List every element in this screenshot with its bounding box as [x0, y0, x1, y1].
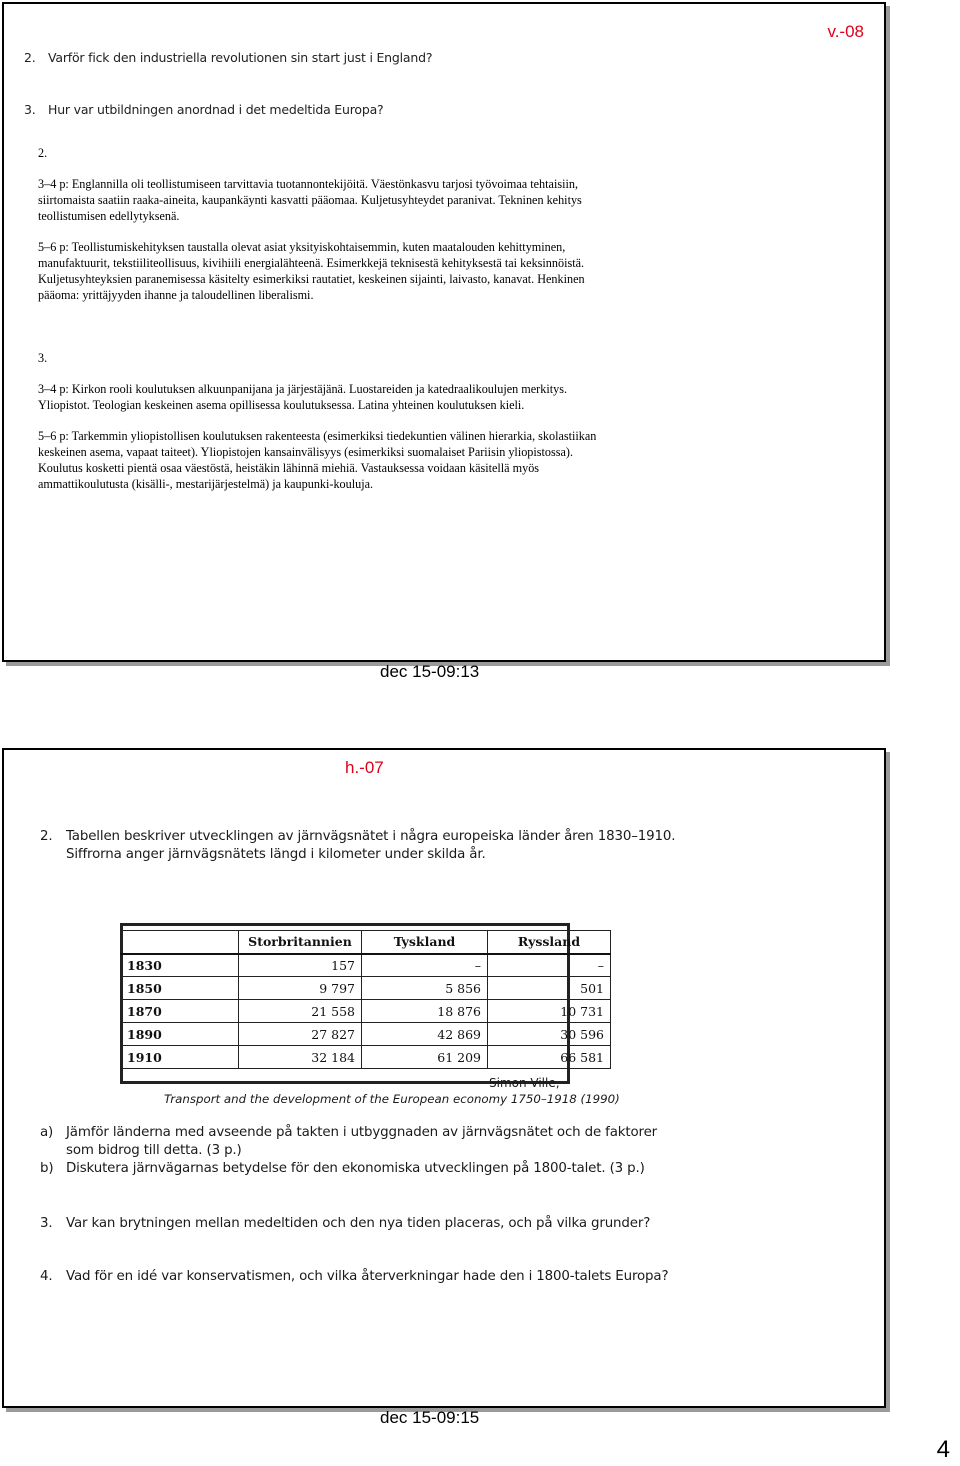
year-cell: 1910 — [121, 1046, 239, 1069]
answer-3-advanced: 5–6 p: Tarkemmin yliopistollisen koulutuksen rakenteesta (esimerkiksi tiedekuntien välinen hierarkia, skolastiikan keskeinen asema, vapaat taiteet). Yliopistojen kansainvälisyys (esimerkiksi suomalaiset Pariisin yliopistossa). Koulutus kosketti pientä osaa väestöstä, heistäkin lähinnä miehiä. Vastauksessa voidaan käsitellä myös ammattikoulutusta (kisälli-, mestarijärjestelmä) ja kaupunki-kouluja. — [38, 429, 597, 491]
value-cell: – — [362, 954, 488, 977]
value-cell: 9 797 — [239, 977, 362, 1000]
question-number: 2. — [24, 50, 36, 65]
subquestion-label: a) — [40, 1125, 54, 1140]
question-number: 2. — [40, 829, 53, 844]
table-header-blank — [121, 931, 239, 954]
year-cell: 1890 — [121, 1023, 239, 1046]
value-cell: 5 856 — [362, 977, 488, 1000]
railway-table — [120, 930, 611, 1069]
value-cell: 61 209 — [362, 1046, 488, 1069]
table-header-cell: Storbritannien — [239, 931, 362, 954]
slide-1-timestamp: dec 15-09:13 — [380, 662, 480, 681]
answer-2-advanced: 5–6 p: Teollistumiskehityksen taustalla olevat asiat yksityiskohtaisemmin, kuten maatalouden kehittyminen, manufaktuurit, tekstiiliteollisuus, kivihiili energialähteenä. Esimerkkejä teknisestä kehityksestä tai keksinnöistä. Kuljetusyhteyksien paranemisessa käsitelty esimerkiksi rautatiet, keskeinen sijainti, laivasto, kanavat. Henkinen pääoma: yrittäjyyden ihanne ja taloudellinen liberalismi. — [38, 240, 585, 302]
subquestion-label: b) — [40, 1161, 54, 1176]
scanned-question-2 — [24, 50, 464, 65]
value-cell: – — [488, 954, 611, 977]
value-cell: 157 — [239, 954, 362, 977]
table-row — [121, 1023, 611, 1046]
question-text: Varför fick den industriella revolutionen sin start just i England? — [48, 50, 433, 65]
year-cell: 1830 — [121, 954, 239, 977]
question-number: 4. — [40, 1269, 53, 1284]
question-line-1: Diskutera järnvägarnas betydelse för den ekonomiska utvecklingen på 1800-talet. (3 p.) — [66, 1161, 645, 1176]
table-row — [121, 1046, 611, 1069]
answer-key — [38, 145, 598, 507]
value-cell: 501 — [488, 977, 611, 1000]
value-cell: 10 731 — [488, 1000, 611, 1023]
source-author: Simon Ville, — [489, 1076, 560, 1090]
question-number: 3. — [24, 102, 36, 117]
table-header-row — [121, 931, 611, 954]
answer-3-basic: 3–4 p: Kirkon rooli koulutuksen alkuunpanijana ja järjestäjänä. Luostareiden ja katedraalikoulujen merkitys. Yliopistot. Teologian keskeinen asema opillisessa koulutuksessa. Latina yhteinen koulutuksen kieli. — [38, 382, 567, 412]
question-number: 3. — [40, 1216, 53, 1231]
page-number: 4 — [936, 1436, 950, 1463]
table-row — [121, 954, 611, 977]
year-cell: 1850 — [121, 977, 239, 1000]
scanned-question-3 — [24, 102, 464, 117]
table-row — [121, 1000, 611, 1023]
source-title: Transport and the development of the European economy 1750–1918 (1990) — [164, 1092, 620, 1106]
slide-1 — [2, 2, 886, 662]
slide-label: v.-08 — [827, 22, 864, 41]
table-header-cell: Tyskland — [362, 931, 488, 954]
value-cell: 18 876 — [362, 1000, 488, 1023]
value-cell: 66 581 — [488, 1046, 611, 1069]
question-text: Vad för en idé var konservatismen, och vilka återverkningar hade den i 1800-talets Europa? — [66, 1269, 669, 1284]
answer-heading-2: 2. — [38, 146, 48, 160]
slide-2-timestamp: dec 15-09:15 — [380, 1408, 480, 1427]
question-line-2: som bidrog till detta. (3 p.) — [66, 1143, 242, 1158]
value-cell: 32 184 — [239, 1046, 362, 1069]
question-text: Var kan brytningen mellan medeltiden och den nya tiden placeras, och på vilka grunder? — [66, 1216, 651, 1231]
table-header-cell: Ryssland — [488, 931, 611, 954]
question-line-2: Siffrorna anger järnvägsnätets längd i kilometer under skilda år. — [66, 847, 486, 862]
slide-2 — [2, 748, 886, 1408]
value-cell: 27 827 — [239, 1023, 362, 1046]
value-cell: 21 558 — [239, 1000, 362, 1023]
year-cell: 1870 — [121, 1000, 239, 1023]
slide-label: h.-07 — [345, 758, 384, 777]
table-row — [121, 977, 611, 1000]
answer-heading-3: 3. — [38, 351, 48, 365]
question-line-1: Tabellen beskriver utvecklingen av järnvägsnätet i några europeiska länder åren 1830–1910. — [66, 829, 676, 844]
value-cell: 30 596 — [488, 1023, 611, 1046]
value-cell: 42 869 — [362, 1023, 488, 1046]
answer-2-basic: 3–4 p: Englannilla oli teollistumiseen tarvittavia tuotannontekijöitä. Väestönkasvu tarjosi työvoimaa tehtaisiin, siirtomaista saatiin raaka-aineita, kaupankäynti kasvatti pääomaa. Kuljetusyhteydet paranivat. Tekninen kehitys teollistumisen edellytyksenä. — [38, 177, 582, 223]
question-text: Hur var utbildningen anordnad i det medeltida Europa? — [48, 102, 384, 117]
question-line-1: Jämför länderna med avseende på takten i utbyggnaden av järnvägsnätet och de faktorer — [66, 1125, 658, 1140]
